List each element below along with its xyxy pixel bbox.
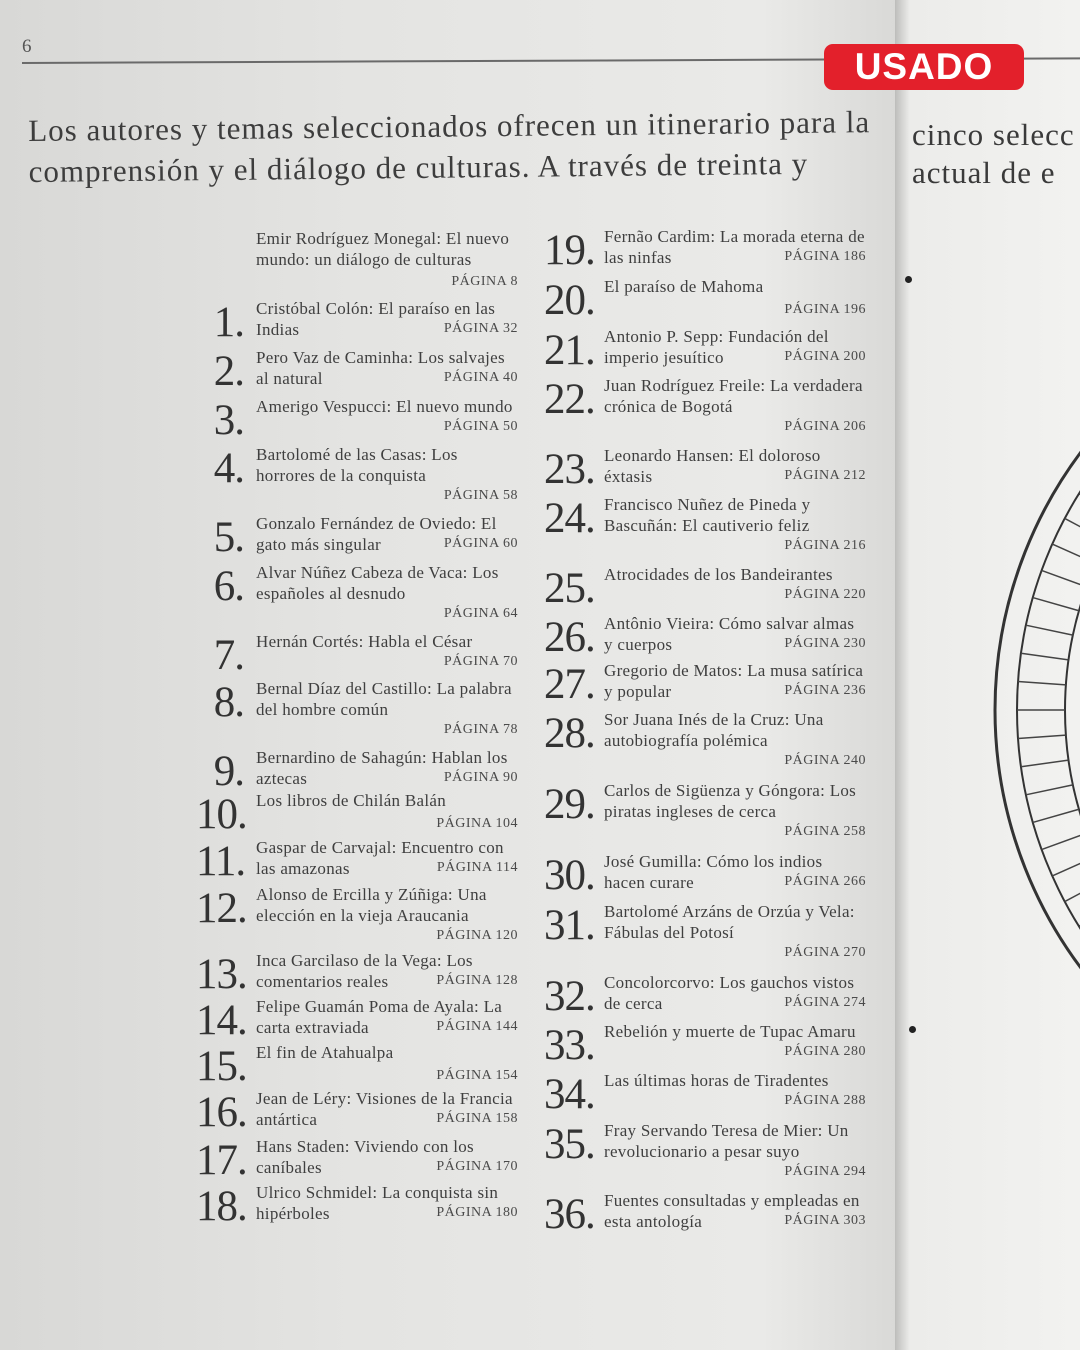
toc-entry-text: Ulrico Schmidel: La conquista sin hipérboles: [256, 1183, 499, 1223]
toc-entry-text: Las últimas horas de Tiradentes: [604, 1071, 829, 1090]
toc-entry-number: 29.: [544, 781, 595, 828]
toc-entry-number: 17.: [196, 1137, 247, 1184]
toc-entry: [544, 1120, 866, 1180]
toc-entry-text: Jean de Léry: Visiones de la Francia antártica: [256, 1089, 513, 1129]
toc-entry-text: Francisco Nuñez de Pineda y Bascuñán: El cautiverio feliz: [604, 495, 811, 535]
toc-entry-text: Bartolomé de las Casas: Los horrores de la conquista: [256, 445, 458, 485]
toc-entry-text: Atrocidades de los Bandeirantes: [604, 565, 833, 584]
toc-entry-number: 4.: [213, 445, 244, 492]
toc-entry-page: PÁGINA 266: [784, 874, 866, 889]
toc-entry-number: 30.: [544, 852, 595, 899]
toc-entry-page: PÁGINA 280: [784, 1044, 866, 1059]
toc-entry-page: PÁGINA 60: [443, 536, 518, 551]
bullet-dot: [905, 276, 912, 283]
toc-entry-number: 35.: [544, 1121, 595, 1168]
toc-entry-page: PÁGINA 32: [443, 321, 518, 336]
toc-entry: [196, 1182, 518, 1242]
toc-entry-number: 5.: [213, 514, 244, 561]
toc-entry-number: 11.: [196, 838, 246, 885]
right-intro-line-1: cinco selecc: [912, 117, 1075, 152]
right-page: [895, 0, 1080, 1350]
toc-entry-number: 2.: [213, 348, 244, 395]
toc-entry-number: 7.: [213, 632, 244, 679]
toc-entry-text: Felipe Guamán Poma de Ayala: La carta extraviada: [256, 997, 503, 1037]
toc-entry-page: PÁGINA 154: [436, 1068, 518, 1083]
toc-entry-page: PÁGINA 258: [784, 824, 866, 839]
toc-entry-number: 33.: [544, 1022, 595, 1069]
toc-entry-text: Pero Vaz de Caminha: Los salvajes al natural: [256, 348, 505, 388]
toc-entry-text: Cristóbal Colón: El paraíso en las Indias: [256, 299, 496, 339]
toc-entry-number: 23.: [544, 446, 595, 493]
toc-entry-text: El paraíso de Mahoma: [604, 277, 764, 296]
toc-entry-text: Gaspar de Carvajal: Encuentro con las amazonas: [256, 838, 504, 878]
bullet-dot: [909, 1026, 916, 1033]
toc-entry-text: Alonso de Ercilla y Zúñiga: Una elección en la vieja Araucania: [256, 885, 487, 925]
toc-entry-number: 16.: [196, 1089, 247, 1136]
toc-entry-page: PÁGINA 128: [436, 973, 518, 988]
toc-entry-page: PÁGINA 144: [436, 1019, 518, 1034]
toc-entry-number: 15.: [196, 1043, 247, 1090]
toc-entry: [544, 709, 866, 769]
toc-entry-number: 22.: [544, 376, 595, 423]
toc-entry-number: 19.: [544, 227, 595, 274]
toc-entry-text: Juan Rodríguez Freile: La verdadera crónica de Bogotá: [604, 376, 863, 416]
toc-entry-page: PÁGINA 40: [443, 370, 518, 385]
right-intro-line-2: actual de e: [912, 155, 1056, 190]
toc-entry-page: PÁGINA 294: [784, 1164, 866, 1179]
toc-entry-text: Antônio Vieira: Cómo salvar almas y cuerpos: [604, 614, 855, 654]
used-badge: USADO: [824, 44, 1024, 90]
toc-entry: [544, 375, 866, 435]
toc-entry-number: 3.: [213, 397, 244, 444]
toc-entry: [196, 562, 518, 622]
toc-entry-number: 14.: [196, 997, 247, 1044]
toc-entry: [196, 678, 518, 738]
intro-line-1: Los autores y temas seleccionados ofrecen un itinerario para la: [28, 104, 871, 148]
toc-entry-text: Antonio P. Sepp: Fundación del imperio jesuítico: [604, 327, 829, 367]
toc-entry-page: PÁGINA 170: [436, 1159, 518, 1174]
toc-entry-number: 31.: [544, 902, 595, 949]
toc-entry-text: El fin de Atahualpa: [256, 1043, 394, 1062]
intro-paragraph: [28, 101, 891, 192]
toc-entry-text: Bernal Díaz del Castillo: La palabra del hombre común: [256, 679, 512, 719]
toc-entry-text: Hernán Cortés: Habla el César: [256, 632, 473, 651]
toc-entry-page: PÁGINA 64: [443, 606, 518, 621]
toc-entry: [544, 901, 866, 961]
toc-entry-page: PÁGINA 114: [436, 860, 518, 875]
toc-entry-page: PÁGINA 180: [436, 1205, 518, 1220]
page-number: 6: [22, 36, 32, 57]
intro-line-2: comprensión y el diálogo de culturas. A través de treinta y: [28, 145, 809, 189]
toc-entry-number: 32.: [544, 973, 595, 1020]
aztec-sun-stone-illustration: [985, 270, 1080, 1150]
toc-entry-page: PÁGINA 303: [784, 1213, 866, 1228]
right-intro: [912, 116, 1080, 192]
toc-entry-text: Rebelión y muerte de Tupac Amaru: [604, 1022, 856, 1041]
toc-entry-text: Sor Juana Inés de la Cruz: Una autobiografía polémica: [604, 710, 824, 750]
toc-entry-number: 24.: [544, 495, 595, 542]
toc-entry-page: PÁGINA 78: [443, 722, 518, 737]
toc-entry-text: Emir Rodríguez Monegal: El nuevo mundo: un diálogo de culturas: [256, 229, 510, 269]
toc-entry-page: PÁGINA 274: [784, 995, 866, 1010]
toc-entry-text: Concolorcorvo: Los gauchos vistos de cerca: [604, 973, 855, 1013]
toc-entry-page: PÁGINA 158: [436, 1111, 518, 1126]
toc-entry-page: PÁGINA 216: [784, 538, 866, 553]
toc-entry-page: PÁGINA 288: [784, 1093, 866, 1108]
toc-entry-text: Alvar Núñez Cabeza de Vaca: Los españoles al desnudo: [256, 563, 499, 603]
toc-entry-number: 27.: [544, 661, 595, 708]
toc-entry-page: PÁGINA 220: [784, 587, 866, 602]
toc-entry-page: PÁGINA 212: [784, 468, 866, 483]
toc-entry-page: PÁGINA 50: [443, 419, 518, 434]
toc-entry-number: 12.: [196, 885, 247, 932]
toc-entry-page: PÁGINA 90: [443, 770, 518, 785]
toc-entry-number: 1.: [213, 299, 244, 346]
toc-entry-number: 21.: [544, 327, 595, 374]
toc-entry-text: José Gumilla: Cómo los indios hacen curare: [604, 852, 823, 892]
toc-entry-page: PÁGINA 196: [784, 302, 866, 317]
toc-entry-number: 36.: [544, 1191, 595, 1238]
toc-entry-number: 6.: [213, 563, 244, 610]
toc-entry-page: PÁGINA 270: [784, 945, 866, 960]
toc-entry-number: 28.: [544, 710, 595, 757]
toc-entry-text: Bartolomé Arzáns de Orzúa y Vela: Fábulas del Potosí: [604, 902, 855, 942]
toc-entry-page: PÁGINA 70: [443, 654, 518, 669]
toc-entry: [544, 780, 866, 840]
toc-entry-page: PÁGINA 206: [784, 419, 866, 434]
toc-entry-page: PÁGINA 240: [784, 753, 866, 768]
toc-entry-number: 9.: [213, 748, 244, 795]
toc-entry-number: 13.: [196, 951, 247, 998]
toc-entry-number: 26.: [544, 614, 595, 661]
toc-entry-number: 20.: [544, 277, 595, 324]
toc-entry-text: Bernardino de Sahagún: Hablan los aztecas: [256, 748, 508, 788]
toc-entry-text: Amerigo Vespucci: El nuevo mundo: [256, 397, 513, 416]
toc-entry-text: Hans Staden: Viviendo con los caníbales: [256, 1137, 474, 1177]
toc-entry: [544, 1190, 866, 1250]
toc-entry-page: PÁGINA 186: [784, 249, 866, 264]
toc-entry-page: PÁGINA 120: [436, 928, 518, 943]
toc-entry-number: 25.: [544, 565, 595, 612]
toc-entry-number: 18.: [196, 1183, 247, 1230]
toc-entry-text: Fernão Cardim: La morada eterna de las ninfas: [604, 227, 865, 267]
toc-entry-text: Carlos de Sigüenza y Góngora: Los piratas ingleses de cerca: [604, 781, 857, 821]
toc-entry: [196, 444, 518, 504]
toc-entry-number: 34.: [544, 1071, 595, 1118]
toc-entry-page: PÁGINA 104: [436, 816, 518, 831]
toc-entry-text: Inca Garcilaso de la Vega: Los comentarios reales: [256, 951, 473, 991]
toc-entry-page: PÁGINA 58: [443, 488, 518, 503]
toc-entry-page: PÁGINA 200: [784, 349, 866, 364]
toc-entry: [196, 884, 518, 944]
toc-entry-text: Los libros de Chilán Balán: [256, 791, 447, 810]
toc-intro-entry: [196, 228, 518, 298]
toc-entry-page: PÁGINA 8: [451, 274, 518, 289]
toc-entry-number: 8.: [213, 679, 244, 726]
toc-entry-number: 10.: [196, 791, 247, 838]
toc-entry-text: Fuentes consultadas y empleadas en esta antología: [604, 1191, 860, 1231]
toc-entry-text: Leonardo Hansen: El doloroso éxtasis: [604, 446, 821, 486]
toc-entry: [544, 494, 866, 554]
toc-entry-page: PÁGINA 230: [784, 636, 866, 651]
toc-entry-text: Fray Servando Teresa de Mier: Un revolucionario a pesar suyo: [604, 1121, 849, 1161]
toc-entry-text: Gregorio de Matos: La musa satírica y popular: [604, 661, 864, 701]
toc-entry-text: Gonzalo Fernández de Oviedo: El gato más singular: [256, 514, 497, 554]
toc-entry-page: PÁGINA 236: [784, 683, 866, 698]
